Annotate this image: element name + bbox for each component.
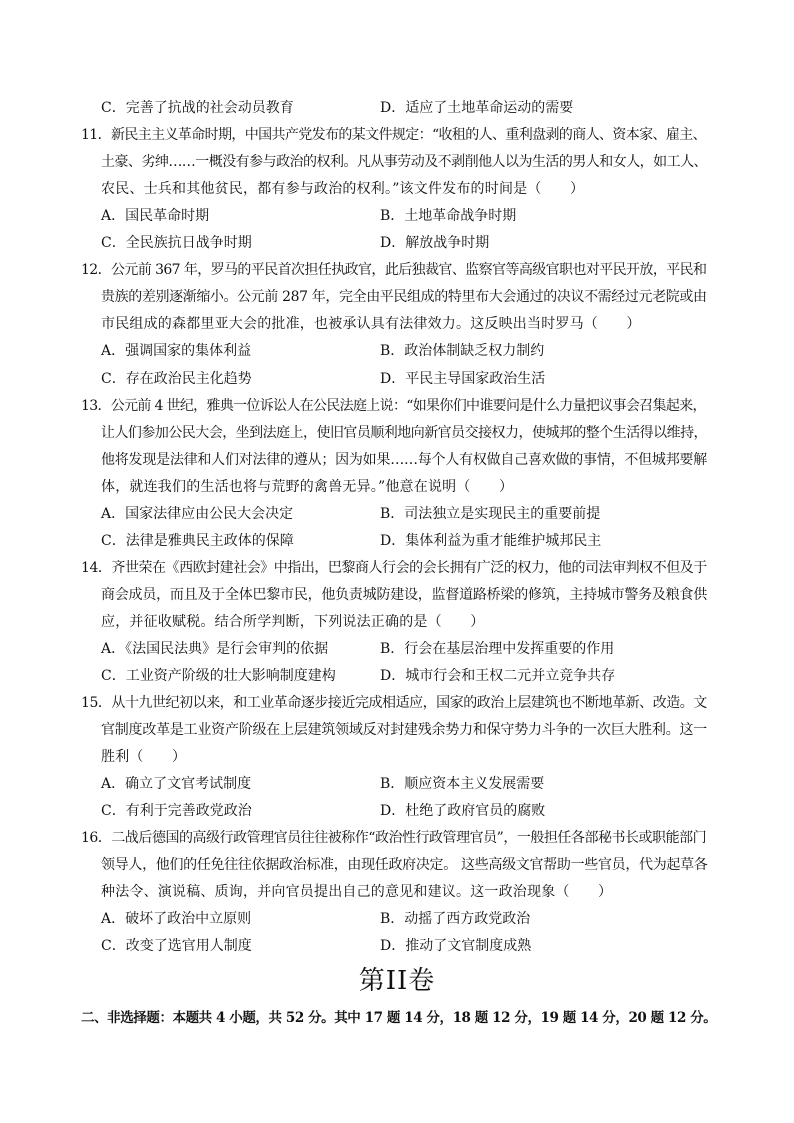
q12-stem-line: 12．公元前 367 年，罗马的平民首次担任执政官，此后独裁官、监察官等高级官职也对平民开放，平民和 bbox=[81, 262, 707, 278]
q15-option-c: C．有利于完善政党政治 bbox=[101, 803, 252, 819]
q14-option-a: A．《法国民法典》是行会审判的依据 bbox=[101, 641, 329, 657]
q10-option-d: D．适应了土地革命运动的需要 bbox=[380, 100, 574, 116]
q13-stem-line: 体，就连我们的生活也将与荒野的禽兽无异。”他意在说明（ ） bbox=[101, 479, 514, 495]
q15-option-a: A．确立了文官考试制度 bbox=[101, 776, 252, 792]
q13-stem-line: 他将发现是法律和人们对法律的遵从；因为如果……每个人有权做自己喜欢做的事情，不但城邦要解 bbox=[101, 452, 708, 468]
q16-option-a: A．破坏了政治中立原则 bbox=[101, 911, 252, 927]
q13-option-d: D．集体利益为重才能维护城邦民主 bbox=[380, 533, 602, 549]
q14-option-d: D．城市行会和王权二元并立竞争共存 bbox=[380, 668, 616, 684]
q11-option-c: C．全民族抗日战争时期 bbox=[101, 235, 252, 251]
q12-option-a: A．强调国家的集体利益 bbox=[101, 343, 252, 359]
q12-stem-line: 市民组成的森都里亚大会的批准，也被承认具有法律效力。这反映出当时罗马（ ） bbox=[101, 316, 641, 332]
q12-option-b: B．政治体制缺乏权力制约 bbox=[380, 343, 545, 359]
q11-option-d: D．解放战争时期 bbox=[380, 235, 490, 251]
q14-stem-line: 14．齐世荣在《西欧封建社会》中指出，巴黎商人行会的会长拥有广泛的权力，他的司法审判权不但及于 bbox=[81, 560, 707, 576]
q11-option-a: A．国民革命时期 bbox=[101, 208, 210, 224]
q14-option-c: C．工业资产阶级的壮大影响制度建构 bbox=[101, 668, 336, 684]
q15-stem-line: 15．从十九世纪初以来，和工业革命逐步接近完成相适应，国家的政治上层建筑也不断地革新、改造。文 bbox=[81, 695, 707, 711]
q13-option-b: B．司法独立是实现民主的重要前提 bbox=[380, 506, 601, 522]
q15-stem-line: 胜利（ ） bbox=[101, 749, 187, 765]
q15-option-b: B．顺应资本主义发展需要 bbox=[380, 776, 545, 792]
q13-stem-line: 13．公元前 4 世纪，雅典一位诉讼人在公民法庭上说：“如果你们中谁要问是什么力量把议事会召集起来， bbox=[81, 398, 706, 414]
q13-option-c: C．法律是雅典民主政体的保障 bbox=[101, 533, 294, 549]
q16-option-d: D．推动了文官制度成熟 bbox=[380, 938, 532, 954]
q16-stem-line: 种法令、演说稿、质询，并向官员提出自己的意见和建议。这一政治现象（ ） bbox=[101, 884, 613, 900]
q14-stem-line: 商会成员，而且及于全体巴黎市民，他负责城防建设，监督道路桥梁的修筑，主持城市警务及粮食供 bbox=[101, 587, 708, 603]
section-two-heading: 二、非选择题：本题共 4 小题，共 52 分。其中 17 题 14 分，18 题 12 分，19 题 14 分，20 题 12 分。 bbox=[81, 1010, 717, 1026]
q11-option-b: B．土地革命战争时期 bbox=[380, 208, 517, 224]
q14-stem-line: 应，并征收赋税。结合所学判断，下列说法正确的是（ ） bbox=[101, 614, 485, 630]
q12-stem-line: 贵族的差别逐渐缩小。公元前 287 年，完全由平民组成的特里布大会通过的决议不需经过元老院或由 bbox=[101, 289, 707, 305]
q15-stem-line: 官制度改革是工业资产阶级在上层建筑领域反对封建残余势力和保守势力斗争的一次巨大胜利。这一 bbox=[101, 722, 708, 738]
q11-stem-line: 农民、士兵和其他贫民，都有参与政治的权利。”该文件发布的时间是（ ） bbox=[101, 181, 585, 197]
q10-option-c: C．完善了抗战的社会动员教育 bbox=[101, 100, 294, 116]
q16-option-b: B．动摇了西方政党政治 bbox=[380, 911, 531, 927]
part-two-title: 第II卷 bbox=[358, 966, 436, 996]
q13-stem-line: 让人们参加公民大会，坐到法庭上，使旧官员顺利地向新官员交接权力，使城邦的整个生活得以维持， bbox=[101, 425, 708, 441]
q15-option-d: D．杜绝了政府官员的腐败 bbox=[380, 803, 546, 819]
q12-option-c: C．存在政治民主化趋势 bbox=[101, 371, 252, 387]
q16-stem-line: 16．二战后德国的高级行政管理官员往往被称作“政治性行政管理官员”，一般担任各部秘书长或职能部门 bbox=[81, 830, 707, 846]
q11-stem-line: 土豪、劣绅……一概没有参与政治的权利。凡从事劳动及不剥削他人以为生活的男人和女人，如工人、 bbox=[101, 154, 708, 170]
q11-stem-line: 11．新民主主义革命时期，中国共产党发布的某文件规定：“收租的人、重利盘剥的商人、资本家、雇主、 bbox=[81, 127, 706, 143]
q13-option-a: A．国家法律应由公民大会决定 bbox=[101, 506, 294, 522]
q14-option-b: B．行会在基层治理中发挥重要的作用 bbox=[380, 641, 615, 657]
q16-stem-line: 领导人，他们的任免往往依据政治标准，由现任政府决定。 这些高级文官帮助一些官员，代为起草各 bbox=[101, 857, 708, 873]
q16-option-c: C．改变了选官用人制度 bbox=[101, 938, 252, 954]
q12-option-d: D．平民主导国家政治生活 bbox=[380, 371, 546, 387]
